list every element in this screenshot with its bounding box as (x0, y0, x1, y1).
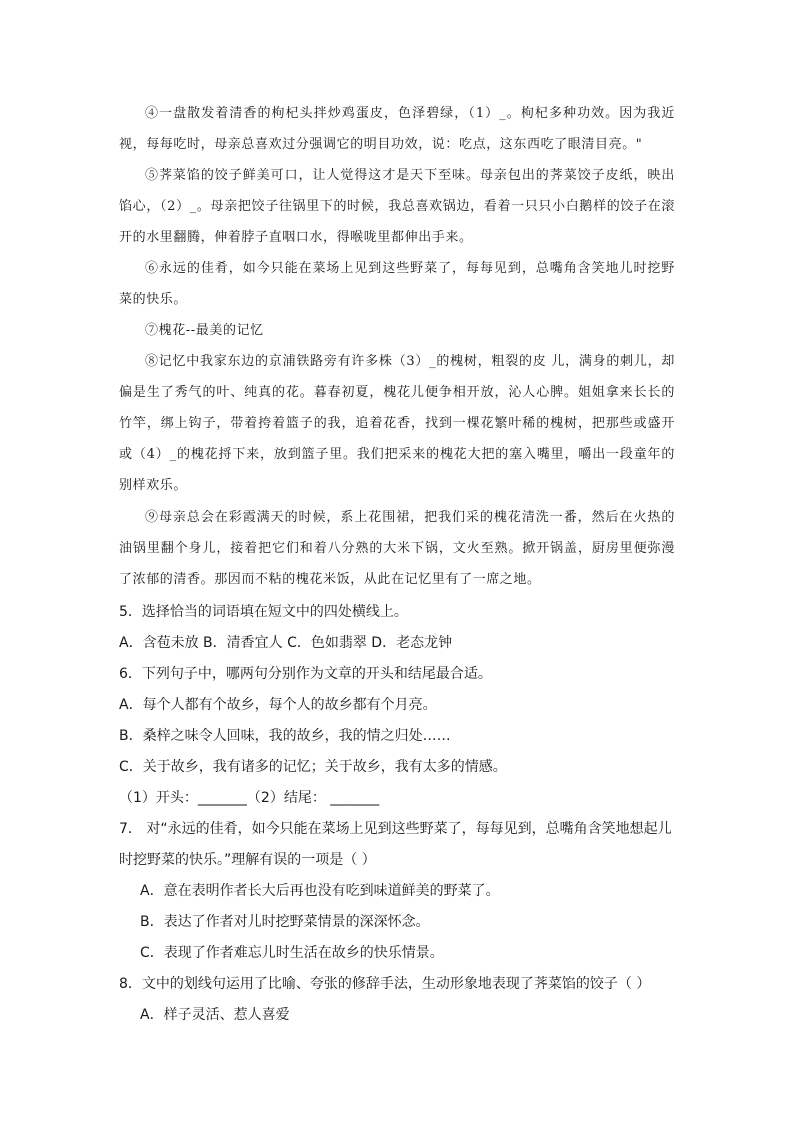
question-8-stem: 8．文中的划线句运用了比喻、夸张的修辞手法，生动形象地表现了荠菜馅的饺子（ ） (119, 976, 651, 992)
passage-paragraph-4: ④一盘散发着清香的枸杞头拌炒鸡蛋皮，色泽碧绿，（1）_。枸杞多种功效。因为我近视，每每吃时，母亲总喜欢过分强调它的明目功效，说：吃点，这东西吃了眼清目亮。" (119, 106, 675, 152)
passage-paragraph-7: ⑦槐花--最美的记忆 (145, 323, 264, 338)
question-7-stem: 7． 对“永远的佳肴，如今只能在菜场上见到这些野菜了，每每见到，总嘴角含笑地想起儿时挖野菜的快乐。”理解有误的一项是（ ） (119, 821, 672, 868)
question-8-option-a: A．样子灵活、惹人喜爱 (140, 1007, 290, 1023)
passage-paragraph-9: ⑨母亲总会在彩霞满天的时候，系上花围裙，把我们采的槐花清洗一番，然后在火热的油锅里翻个身儿，接着把它们和着八分熟的大米下锅，文火至熟。掀开锅盖，厨房里便弥漫了浓郁的清香。那因而不粘的槐花米饭，从此在记忆里有了一席之地。 (119, 510, 675, 587)
question-6-option-a: A．每个人都有个故乡，每个人的故乡都有个月亮。 (119, 697, 437, 713)
question-6-option-c: C．关于故乡，我有诸多的记忆；关于故乡，我有太多的情感。 (119, 759, 507, 775)
question-6-stem: 6．下列句子中，哪两句分别作为文章的开头和结尾最合适。 (119, 666, 492, 682)
question-6-answer-blanks: （1）开头：_______（2）结尾： _______ (119, 790, 380, 806)
passage-paragraph-5: ⑤荠菜馅的饺子鲜美可口，让人觉得这才是天下至味。母亲包出的荠菜饺子皮纸，映出馅心，（2）_。母亲把饺子往锅里下的时候，我总喜欢锅边，看着一只只小白鹅样的饺子在滚开的水里翻腾，伸着脖子直咽口水，得喉咙里都伸出手来。 (119, 168, 675, 245)
question-7-option-b: B．表达了作者对儿时挖野菜情景的深深怀念。 (140, 914, 430, 930)
passage-paragraph-6: ⑥永远的佳肴，如今只能在菜场上见到这些野菜了，每每见到，总嘴角含笑地儿时挖野菜的快乐。 (119, 261, 675, 307)
question-5-options: A．含苞未放 B．清香宜人 C．色如翡翠 D．老态龙钟 (119, 635, 453, 651)
passage-paragraph-8: ⑧记忆中我家东边的京浦铁路旁有许多株（3）_的槐树，粗裂的皮 儿，满身的刺儿，却偏是生了秀气的叶、纯真的花。暮春初夏，槐花儿便争相开放，沁人心脾。姐姐拿来长长的竹竿，绑上钩子，带着挎着篮子的我，追着花香，找到一棵花繁叶稀的槐树，把那些或盛开或（4）_的槐花捋下来，放到篮子里。我们把采来的槐花大把的塞入嘴里，嚼出一段童年的别样欢乐。 (119, 354, 675, 493)
question-7-option-a: A．意在表明作者长大后再也没有吃到味道鲜美的野菜了。 (140, 883, 500, 899)
question-5-stem: 5．选择恰当的词语填在短文中的四处横线上。 (119, 604, 408, 620)
question-6-option-b: B．桑梓之味令人回味，我的故乡，我的情之归处…… (119, 728, 451, 744)
question-7-option-c: C．表现了作者难忘儿时生活在故乡的快乐情景。 (140, 945, 444, 961)
